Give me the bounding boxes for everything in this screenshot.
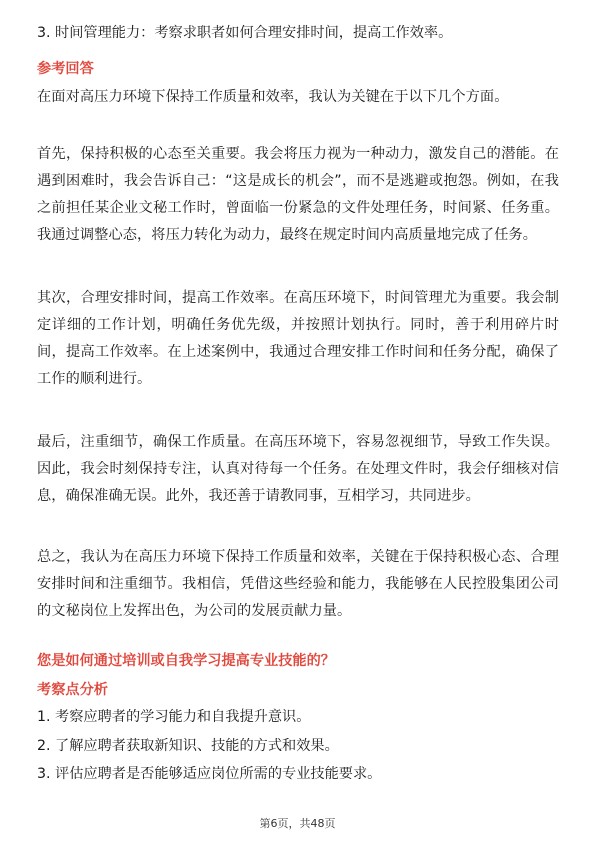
analysis-item: 2. 了解应聘者获取新知识、技能的方式和效果。: [37, 738, 339, 754]
analysis-heading: 考察点分析: [37, 682, 108, 698]
answer-paragraph-third: 最后，注重细节，确保工作质量。在高压环境下，容易忽视细节，导致工作失误。因此，我会时刻保持专注，认真对待每一个任务。在处理文件时，我会仔细核对信息，确保准确无误。此外，我还善于请教同事，互相学习，共同进步。: [37, 434, 559, 504]
page-number-footer: 第6页，共48页: [259, 817, 336, 830]
intro-line: 3. 时间管理能力：考察求职者如何合理安排时间，提高工作效率。: [37, 25, 453, 41]
reference-answer-heading: 参考回答: [37, 61, 94, 77]
analysis-item: 3. 评估应聘者是否能够适应岗位所需的专业技能要求。: [37, 766, 382, 782]
answer-paragraph-first: 首先，保持积极的心态至关重要。我会将压力视为一种动力，激发自己的潜能。在遇到困难时，我会告诉自己：“这是成长的机会”，而不是逃避或抱怨。例如，在我之前担任某企业文秘工作时，曾面临一份紧急的文件处理任务，时间紧、任务重。我通过调整心态，将压力转化为动力，最终在规定时间内高质量地完成了任务。: [37, 146, 559, 243]
question-heading: 您是如何通过培训或自我学习提高专业技能的？: [37, 653, 335, 669]
answer-paragraph-second: 其次，合理安排时间，提高工作效率。在高压环境下，时间管理尤为重要。我会制定详细的工作计划，明确任务优先级，并按照计划执行。同时，善于利用碎片时间，提高工作效率。在上述案例中，我通过合理安排工作时间和任务分配，确保了工作的顺利进行。: [37, 290, 559, 387]
analysis-item: 1. 考察应聘者的学习能力和自我提升意识。: [37, 709, 311, 725]
answer-paragraph-intro: 在面对高压力环境下保持工作质量和效率，我认为关键在于以下几个方面。: [37, 89, 509, 105]
answer-paragraph-summary: 总之，我认为在高压力环境下保持工作质量和效率，关键在于保持积极心态、合理安排时间和注重细节。我相信，凭借这些经验和能力，我能够在人民控股集团公司的文秘岗位上发挥出色，为公司的发展贡献力量。: [37, 549, 559, 619]
